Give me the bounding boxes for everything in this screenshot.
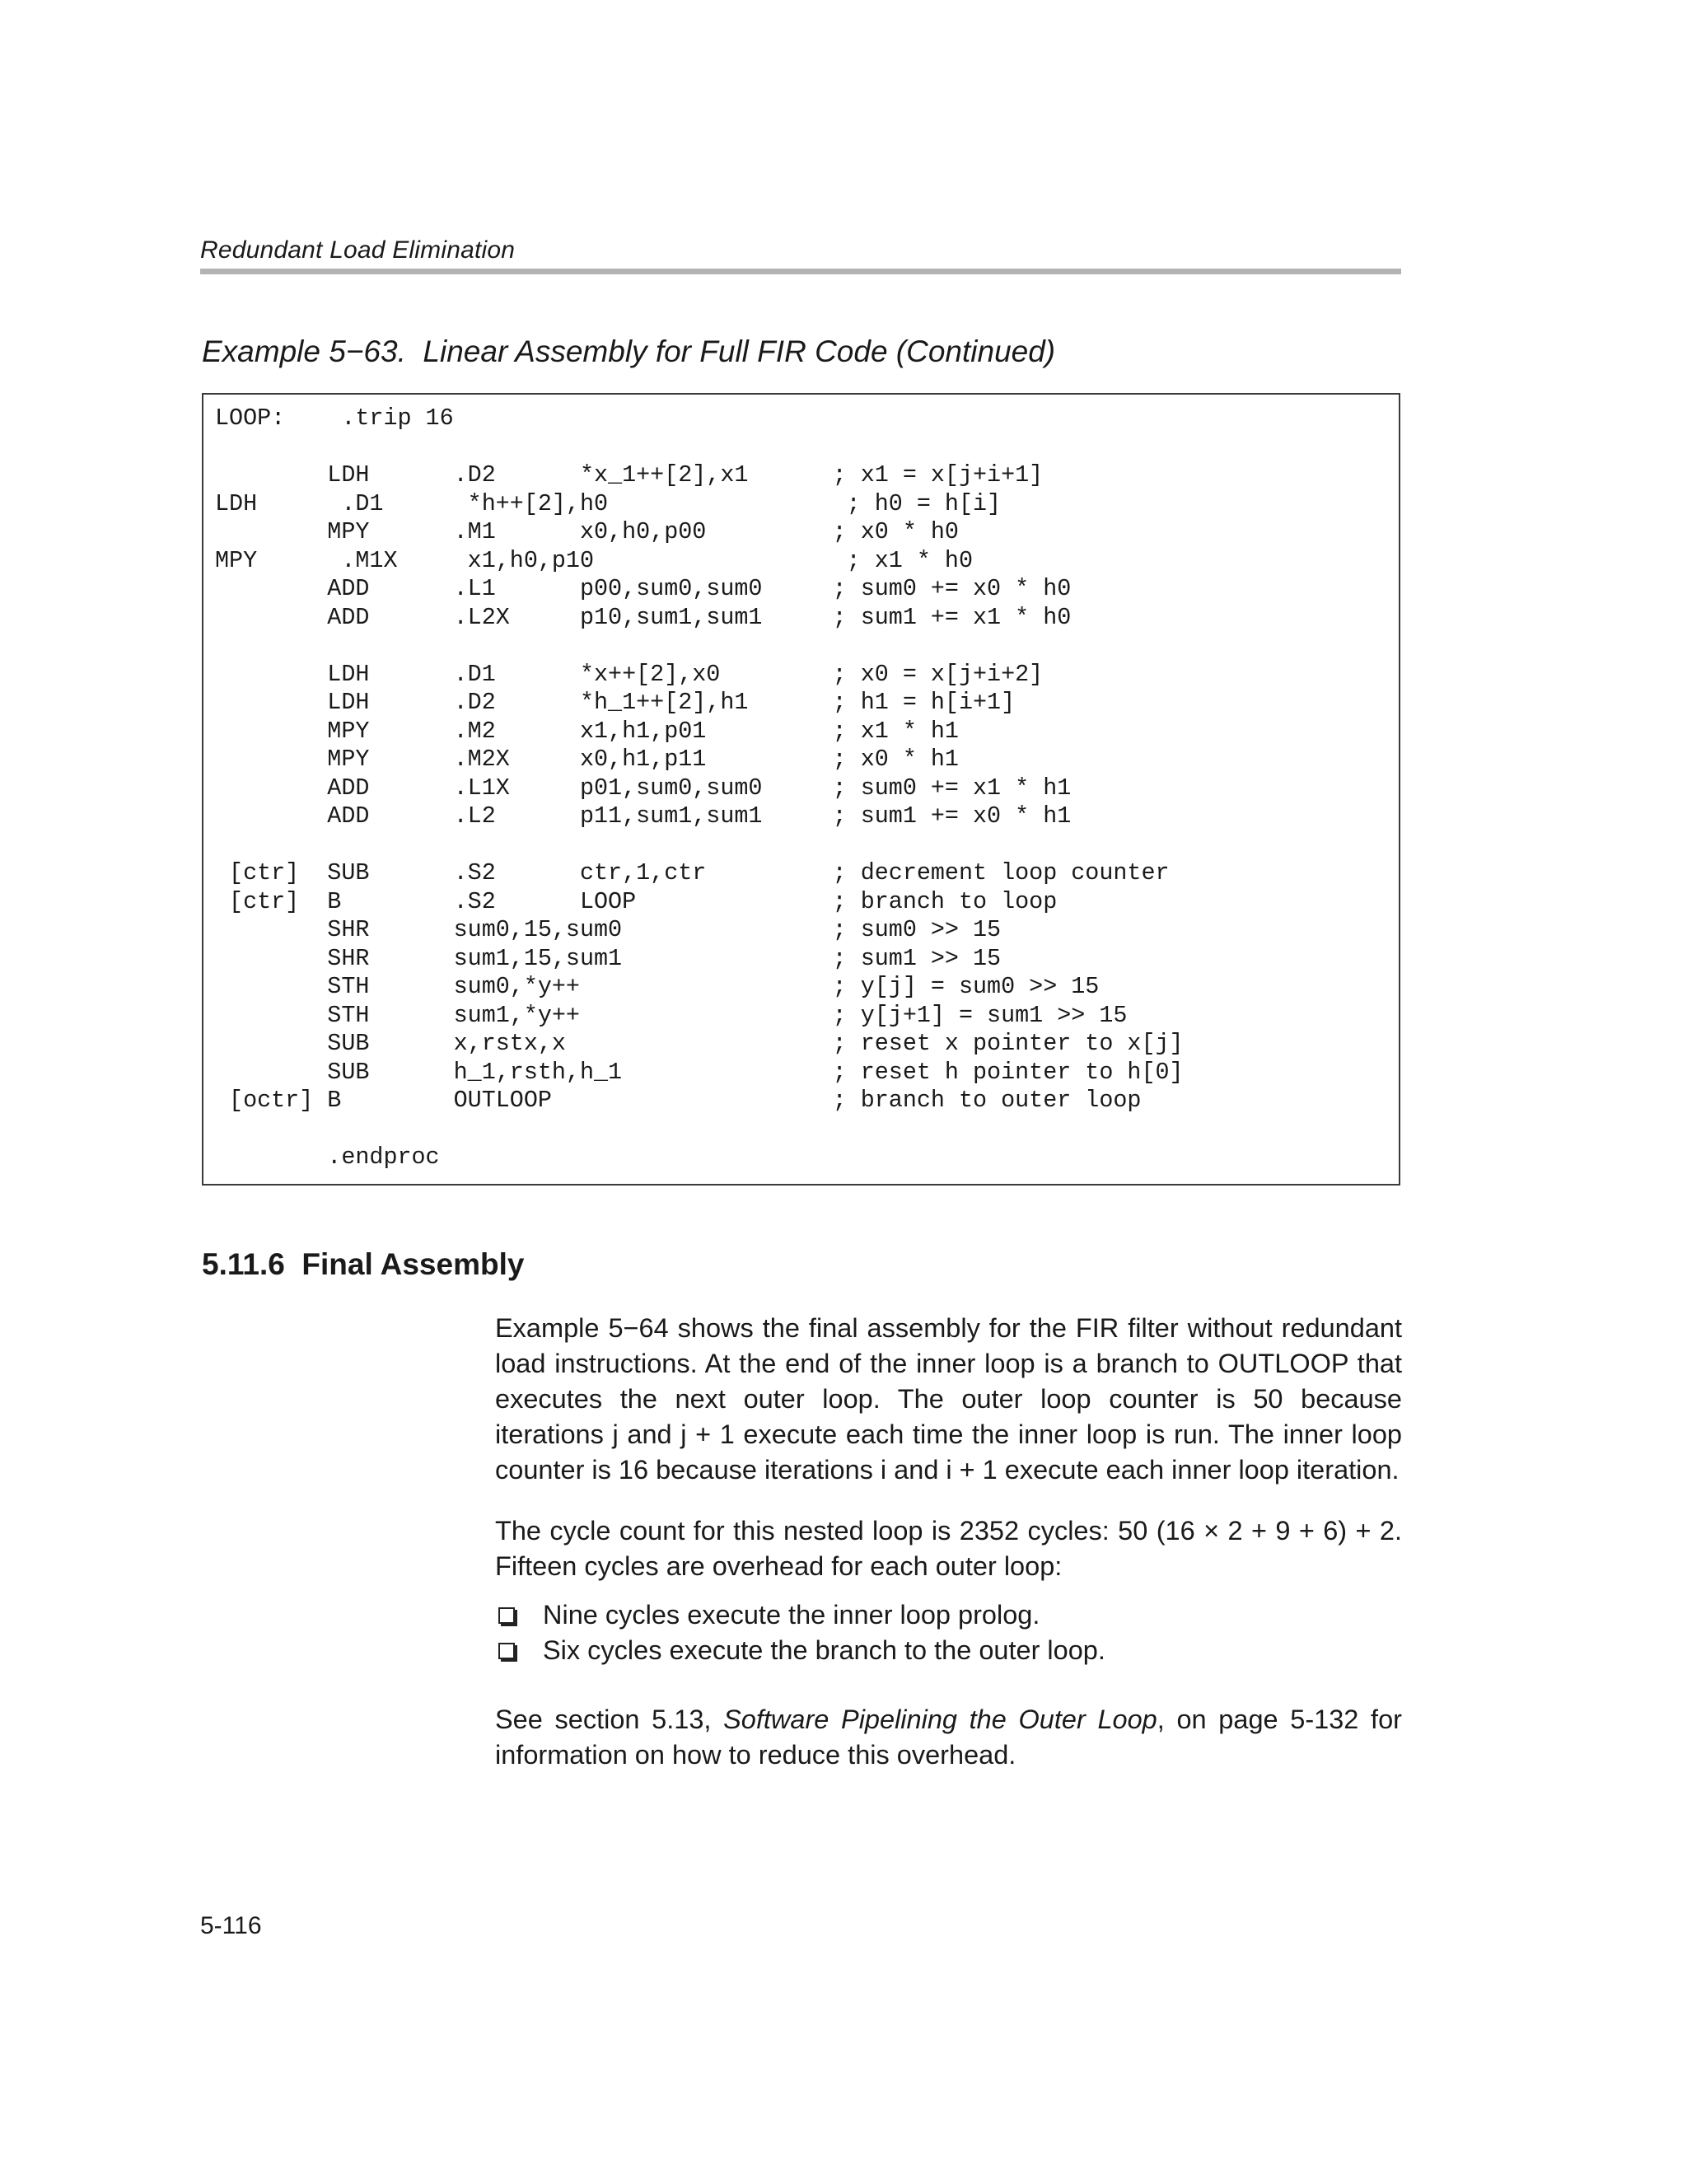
code-line: LOOP: .trip 16 (215, 405, 454, 432)
list-item (495, 1633, 1402, 1668)
code-line: LDH .D1 *h++[2],h0 ; h0 = h[i] (215, 489, 1002, 517)
code-line: LDH .D2 *h_1++[2],h1 ; h1 = h[i+1] (215, 689, 1016, 716)
paragraph-cycle-count: The cycle count for this nested loop is 2352 cycles: 50 (16 × 2 + 9 + 6) + 2. Fifteen cycles are overhead for each outer loop: (495, 1516, 1402, 1581)
list-item (495, 1597, 1402, 1633)
code-line (215, 1115, 1387, 1144)
code-line: ADD .L1 p00,sum0,sum0 ; sum0 += x0 * h0 (215, 575, 1072, 602)
code-line: MPY .M1 x0,h0,p00 ; x0 * h0 (215, 518, 959, 545)
code-line: MPY .M2X x0,h1,p11 ; x0 * h1 (215, 746, 959, 773)
code-line: MPY .M1X x1,h0,p10 ; x1 * h0 (215, 546, 974, 574)
code-listing-box (202, 393, 1400, 1186)
paragraph-intro: Example 5−64 shows the final assembly for the FIR filter without redundant load instructions. At the end of the inner loop is a branch to OUTLOOP that executes the next outer loop. The outer loop counter is 50 because iterations j and j + 1 execute each time the inner loop is run. The inner loop counter is 16 because iterations i and i + 1 execute each inner loop iteration. (495, 1313, 1402, 1485)
code-line: LDH .D2 *x_1++[2],x1 ; x1 = x[j+i+1] (215, 461, 1044, 489)
page-number: 5-116 (200, 1912, 262, 1939)
code-line: SHR sum0,15,sum0 ; sum0 >> 15 (215, 916, 1002, 943)
list-item-text: Six cycles execute the branch to the outer loop. (543, 1635, 1105, 1665)
running-head: Redundant Load Elimination (200, 236, 516, 264)
code-line (215, 433, 1387, 462)
code-line: ADD .L2X p10,sum1,sum1 ; sum1 += x1 * h0 (215, 603, 1072, 631)
checkbox-bullet-icon (498, 1607, 515, 1624)
code-line: SUB h_1,rsth,h_1 ; reset h pointer to h[0] (215, 1058, 1184, 1086)
code-line: ADD .L1X p01,sum0,sum0 ; sum0 += x1 * h1 (215, 774, 1072, 802)
code-line: STH sum1,*y++ ; y[j+1] = sum1 >> 15 (215, 1001, 1128, 1029)
code-line: SUB x,rstx,x ; reset x pointer to x[j] (215, 1030, 1184, 1057)
header-rule (200, 269, 1401, 274)
code-line (215, 831, 1387, 860)
section-reference-link[interactable]: Software Pipelining the Outer Loop (723, 1705, 1157, 1734)
code-line: [octr] B OUTLOOP ; branch to outer loop (215, 1087, 1142, 1114)
section-heading: 5.11.6 Final Assembly (202, 1247, 525, 1281)
code-line: MPY .M2 x1,h1,p01 ; x1 * h1 (215, 717, 959, 745)
code-line: STH sum0,*y++ ; y[j] = sum0 >> 15 (215, 973, 1100, 1000)
paragraph-text: , on page 5-132 for information on how to reduce this overhead. (495, 1705, 1402, 1770)
code-line (215, 632, 1387, 661)
code-line: [ctr] B .S2 LOOP ; branch to loop (215, 887, 1058, 915)
example-title: Example 5−63. Linear Assembly for Full FIR Code (Continued) (202, 334, 1056, 368)
code-line: [ctr] SUB .S2 ctr,1,ctr ; decrement loop counter (215, 859, 1170, 886)
code-listing (215, 405, 1387, 1172)
paragraph-see-section (495, 1702, 1402, 1773)
paragraph-text: See section 5.13, (495, 1705, 724, 1734)
bullet-list (495, 1597, 1402, 1668)
code-line: ADD .L2 p11,sum1,sum1 ; sum1 += x0 * h1 (215, 802, 1072, 830)
code-line: LDH .D1 *x++[2],x0 ; x0 = x[j+i+2] (215, 660, 1044, 688)
list-item-text: Nine cycles execute the inner loop prolog. (543, 1600, 1040, 1630)
code-line: .endproc (215, 1143, 440, 1171)
code-line: SHR sum1,15,sum1 ; sum1 >> 15 (215, 944, 1002, 972)
checkbox-bullet-icon (498, 1643, 515, 1659)
